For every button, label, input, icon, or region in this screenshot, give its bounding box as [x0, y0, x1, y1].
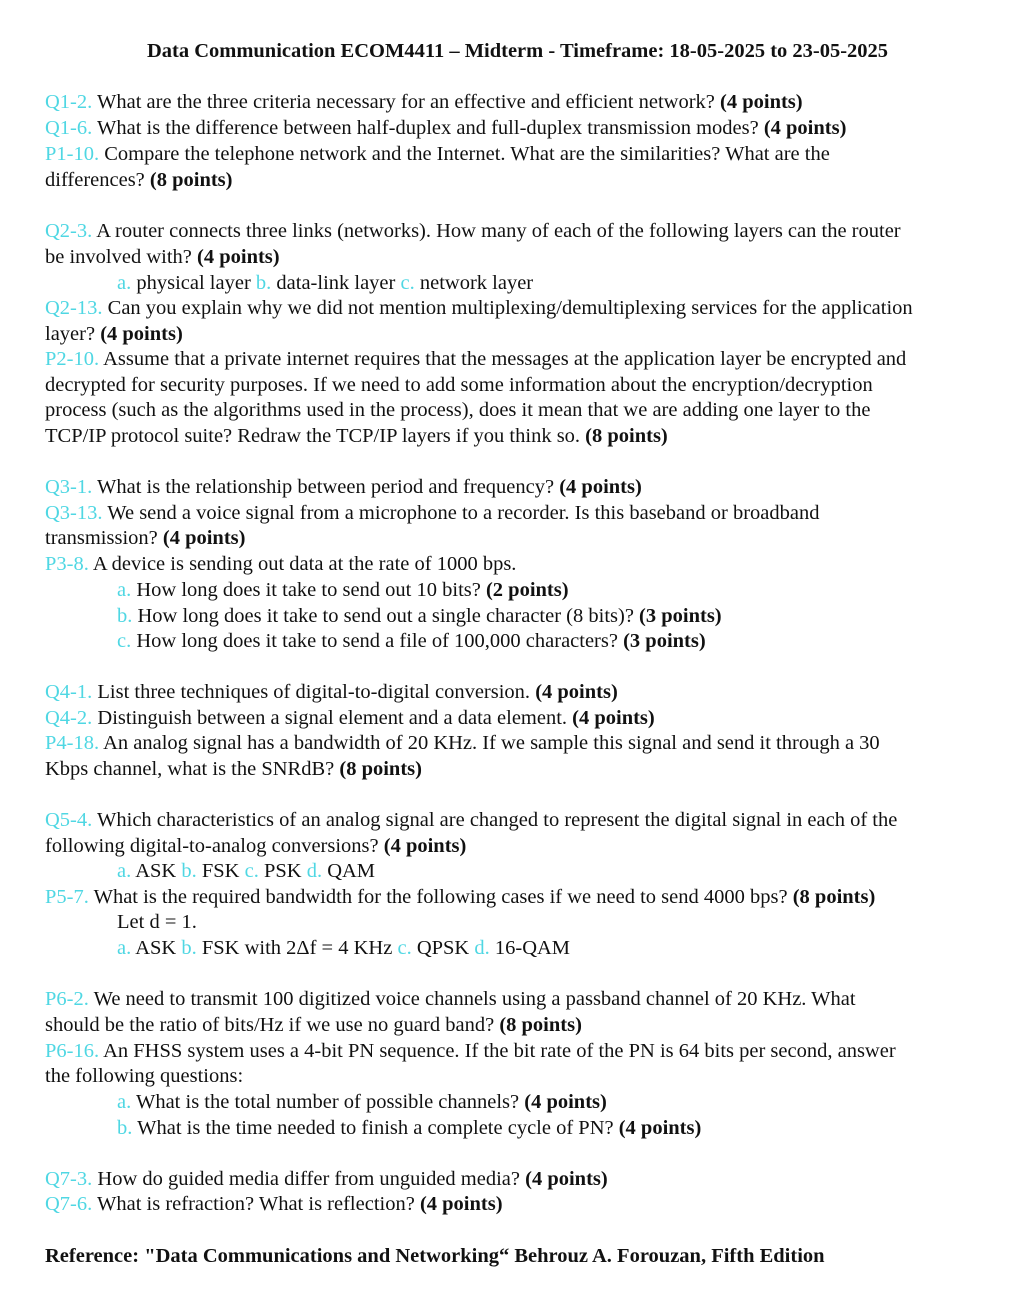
- problem-p3-8-a: [117, 577, 569, 603]
- question-points: (2 points): [485, 579, 569, 601]
- option-label: a.: [117, 1091, 132, 1113]
- question-q5-4-options: [117, 858, 375, 884]
- question-text: following digital-to-analog conversions?: [45, 835, 384, 857]
- problem-p1-10-cont: [45, 167, 233, 193]
- question-id: Q3-1.: [45, 476, 93, 498]
- option-text: QAM: [322, 860, 376, 882]
- option-label: c.: [117, 630, 132, 652]
- question-text: What is refraction? What is reflection?: [92, 1193, 420, 1215]
- question-text: Which characteristics of an analog signal are changed to represent the digital signal in each of the: [92, 809, 898, 831]
- problem-p1-10: [45, 141, 830, 167]
- option-text: How long does it take to send out 10 bits?: [131, 579, 486, 601]
- question-id: Q7-3.: [45, 1168, 93, 1190]
- question-text: transmission?: [45, 527, 163, 549]
- option-text: How long does it take to send out a single character (8 bits)?: [132, 605, 640, 627]
- problem-p4-18-cont: [45, 756, 422, 782]
- problem-p5-7: [45, 884, 875, 910]
- reference-line: Reference: "Data Communications and Networking“ Behrouz A. Forouzan, Fifth Edition: [45, 1245, 825, 1267]
- question-points: (8 points): [499, 1014, 582, 1036]
- question-q2-13-cont: [45, 321, 183, 347]
- question-id: P1-10.: [45, 143, 100, 165]
- question-points: (8 points): [585, 425, 668, 447]
- problem-p5-7-let: Let d = 1.: [117, 911, 197, 933]
- option-text: What is the time needed to finish a complete cycle of PN?: [132, 1117, 619, 1139]
- option-label: c.: [397, 937, 412, 959]
- option-label: b.: [181, 937, 197, 959]
- question-id: Q3-13.: [45, 502, 103, 524]
- question-points: (8 points): [149, 169, 233, 191]
- option-text: physical layer: [131, 272, 256, 294]
- question-id: Q4-1.: [45, 681, 93, 703]
- option-label: b.: [255, 272, 272, 294]
- option-text: network layer: [414, 272, 534, 294]
- question-q3-13: [45, 500, 819, 526]
- question-text: TCP/IP protocol suite? Redraw the TCP/IP layers if you think so.: [45, 425, 586, 447]
- question-points: (4 points): [419, 1193, 503, 1215]
- question-q2-3-cont: [45, 244, 280, 270]
- question-q1-2: [45, 89, 803, 115]
- question-id: Q5-4.: [45, 809, 93, 831]
- option-text: How long does it take to send a file of 100,000 characters?: [131, 630, 624, 652]
- problem-p2-10: [45, 346, 906, 372]
- option-label: b.: [117, 605, 133, 627]
- question-points: (4 points): [100, 323, 183, 345]
- problem-p4-18: [45, 730, 880, 756]
- option-label: a.: [117, 272, 132, 294]
- question-q2-3: [45, 218, 901, 244]
- problem-p3-8-b: [117, 603, 722, 629]
- problem-p6-16-a: [117, 1089, 607, 1115]
- question-id: P2-10.: [45, 348, 100, 370]
- question-text: What is the required bandwidth for the following cases if we need to send 4000 bps?: [88, 886, 793, 908]
- question-q4-1: [45, 679, 618, 705]
- problem-p3-8-c: [117, 628, 706, 654]
- question-points: (4 points): [524, 1091, 607, 1113]
- option-label: d.: [306, 860, 323, 882]
- problem-p6-2-cont: [45, 1012, 582, 1038]
- option-label: a.: [117, 579, 132, 601]
- problem-p6-16-b: [117, 1115, 701, 1141]
- option-label: b.: [181, 860, 197, 882]
- question-points: (8 points): [339, 758, 422, 780]
- question-q3-1: [45, 474, 642, 500]
- option-text: 16-QAM: [489, 937, 571, 959]
- question-q5-4: [45, 807, 897, 833]
- option-label: c.: [244, 860, 259, 882]
- problem-p2-10-cont: [45, 423, 668, 449]
- problem-p5-7-options: [117, 935, 570, 961]
- question-points: (4 points): [535, 681, 618, 703]
- question-id: Q4-2.: [45, 707, 93, 729]
- question-text: should be the ratio of bits/Hz if we use no guard band?: [45, 1014, 500, 1036]
- question-id: P3-8.: [45, 553, 89, 575]
- option-text: data-link layer: [271, 272, 401, 294]
- question-text: What is the difference between half-duplex and full-duplex transmission modes?: [92, 117, 764, 139]
- question-points: (8 points): [792, 886, 876, 908]
- question-id: Q2-3.: [45, 220, 93, 242]
- option-text: PSK: [258, 860, 307, 882]
- question-text: the following questions:: [45, 1065, 244, 1087]
- question-points: (4 points): [720, 91, 803, 113]
- question-points: (4 points): [197, 246, 280, 268]
- problem-p6-16-cont: [45, 1063, 243, 1089]
- question-id: Q1-6.: [45, 117, 93, 139]
- question-text: differences?: [45, 169, 150, 191]
- question-q1-6: [45, 115, 846, 141]
- option-text: ASK: [131, 860, 182, 882]
- question-text: A device is sending out data at the rate of 1000 bps.: [88, 553, 517, 575]
- question-id: P6-2.: [45, 988, 89, 1010]
- question-id: P4-18.: [45, 732, 100, 754]
- question-id: P6-16.: [45, 1040, 100, 1062]
- question-points: (4 points): [763, 117, 847, 139]
- problem-p2-10-cont: [45, 372, 873, 398]
- question-q7-6: [45, 1191, 503, 1217]
- question-text: Kbps channel, what is the SNRdB?: [45, 758, 340, 780]
- question-text: We need to transmit 100 digitized voice channels using a passband channel of 20 KHz. What: [88, 988, 856, 1010]
- question-points: (4 points): [618, 1117, 702, 1139]
- question-text: layer?: [45, 323, 101, 345]
- option-label: c.: [400, 272, 415, 294]
- question-q5-4-cont: [45, 833, 466, 859]
- question-points: (4 points): [572, 707, 655, 729]
- option-text: FSK with 2Δf = 4 KHz: [196, 937, 398, 959]
- question-text: be involved with?: [45, 246, 198, 268]
- question-text: List three techniques of digital-to-digital conversion.: [92, 681, 536, 703]
- question-text: How do guided media differ from unguided media?: [92, 1168, 526, 1190]
- question-text: Can you explain why we did not mention multiplexing/demultiplexing services for the application: [102, 297, 913, 319]
- option-text: FSK: [196, 860, 245, 882]
- problem-p3-8: [45, 551, 516, 577]
- question-text: A router connects three links (networks). How many of each of the following layers can the router: [92, 220, 901, 242]
- question-text: We send a voice signal from a microphone to a recorder. Is this baseband or broadband: [102, 502, 820, 524]
- question-text: An FHSS system uses a 4-bit PN sequence. If the bit rate of the PN is 64 bits per second, answer: [99, 1040, 896, 1062]
- option-text: What is the total number of possible channels?: [131, 1091, 525, 1113]
- question-points: (3 points): [623, 630, 706, 652]
- option-text: QPSK: [411, 937, 475, 959]
- question-id: P5-7.: [45, 886, 89, 908]
- question-text: An analog signal has a bandwidth of 20 KHz. If we sample this signal and send it through a 30: [99, 732, 880, 754]
- question-text: Assume that a private internet requires that the messages at the application layer be encrypted and: [99, 348, 907, 370]
- problem-p2-10-cont: [45, 397, 870, 423]
- page-title: Data Communication ECOM4411 – Midterm - Timeframe: 18-05-2025 to 23-05-2025: [146, 40, 889, 62]
- option-text: ASK: [131, 937, 182, 959]
- question-points: (4 points): [162, 527, 246, 549]
- question-id: Q1-2.: [45, 91, 93, 113]
- question-q2-13: [45, 295, 913, 321]
- problem-p6-2: [45, 986, 856, 1012]
- question-text: process (such as the algorithms used in the process), does it mean that we are adding one layer to the: [45, 399, 871, 421]
- option-label: b.: [117, 1117, 133, 1139]
- question-points: (4 points): [559, 476, 642, 498]
- question-points: (4 points): [525, 1168, 608, 1190]
- question-text: Compare the telephone network and the Internet. What are the similarities? What are the: [99, 143, 830, 165]
- question-q3-13-cont: [45, 525, 245, 551]
- question-text: What is the relationship between period and frequency?: [92, 476, 560, 498]
- problem-p6-16: [45, 1038, 896, 1064]
- question-text: Distinguish between a signal element and a data element.: [92, 707, 573, 729]
- option-label: a.: [117, 860, 132, 882]
- option-label: a.: [117, 937, 132, 959]
- question-id: Q2-13.: [45, 297, 103, 319]
- question-text: decrypted for security purposes. If we need to add some information about the encryption/decryption: [45, 374, 873, 396]
- question-id: Q7-6.: [45, 1193, 93, 1215]
- question-text: What are the three criteria necessary for an effective and efficient network?: [92, 91, 721, 113]
- option-label: d.: [474, 937, 490, 959]
- question-q4-2: [45, 705, 655, 731]
- question-q7-3: [45, 1166, 608, 1192]
- question-q2-3-options: [117, 270, 533, 296]
- question-points: (4 points): [383, 835, 467, 857]
- question-points: (3 points): [639, 605, 722, 627]
